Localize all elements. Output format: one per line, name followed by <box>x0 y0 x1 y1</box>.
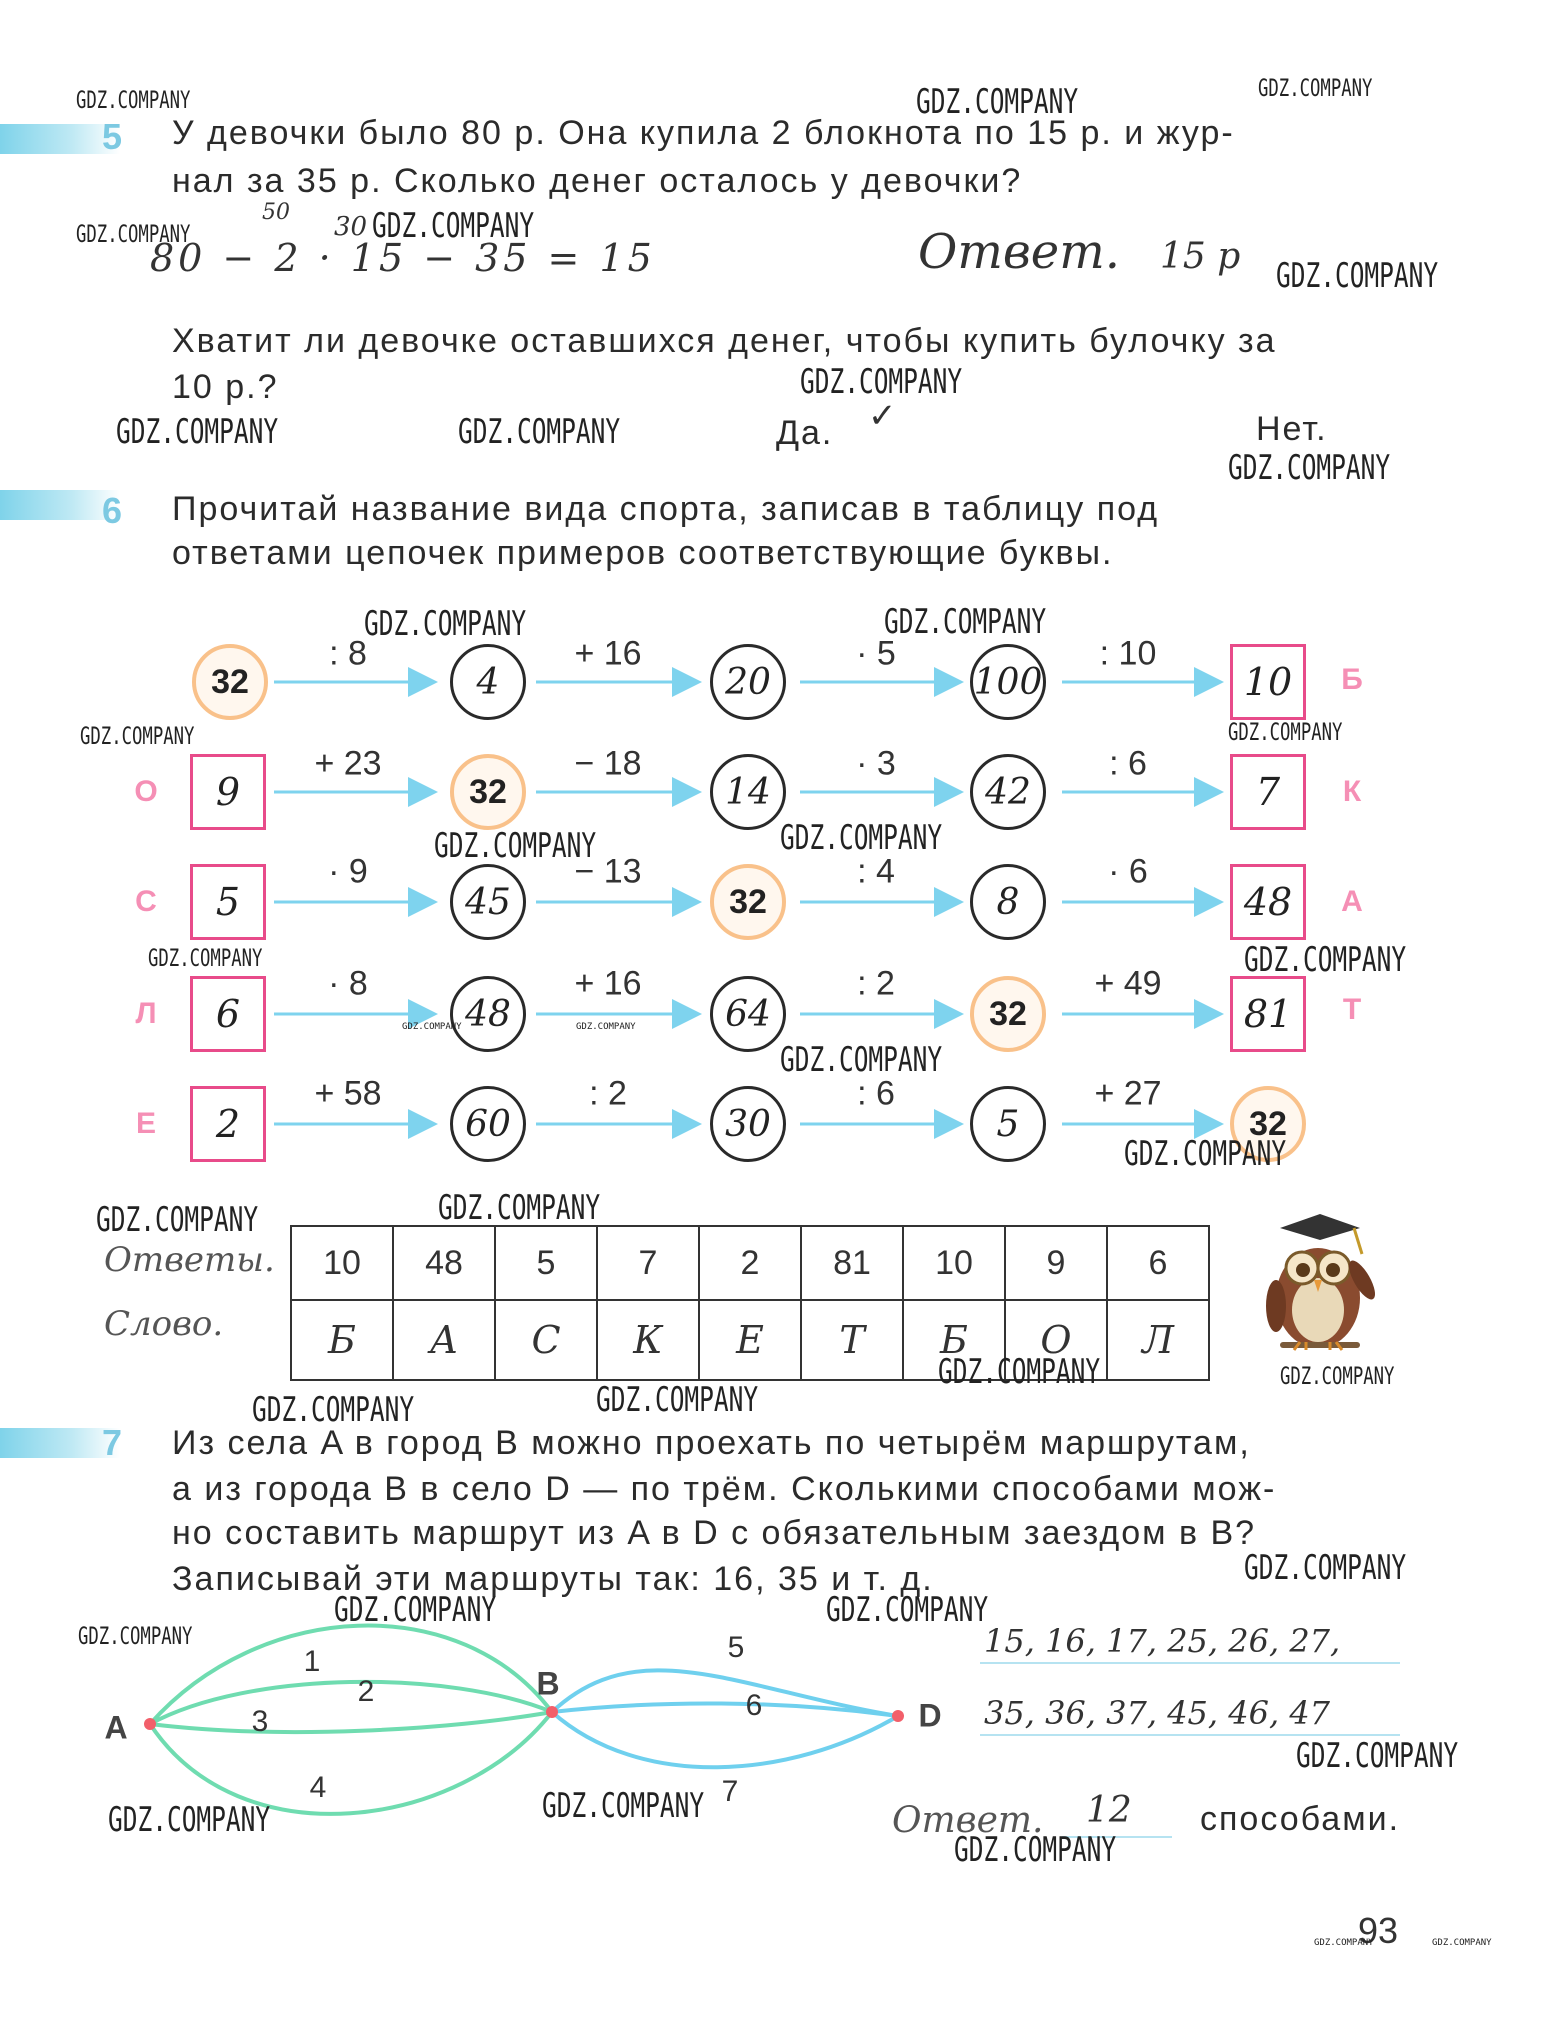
chain-3-op-3: : 4 <box>857 852 895 891</box>
letter-cell: Л <box>1107 1300 1209 1380</box>
watermark: GDZ.COMPANY <box>1432 1938 1492 1948</box>
watermark: GDZ.COMPANY <box>334 1590 497 1630</box>
letter-cell: Б <box>903 1300 1005 1380</box>
route-label-2: 2 <box>357 1675 375 1708</box>
answer-cell: 10 <box>903 1226 1005 1300</box>
chain-4-value-1: 48 <box>450 976 526 1052</box>
task-7-text-line-3: но составить маршрут из A в D с обязательным заездом в B? <box>172 1514 1257 1552</box>
chain-3-op-1: · 9 <box>328 852 368 891</box>
watermark: GDZ.COMPANY <box>438 1188 601 1228</box>
chain-5-start: 2 <box>190 1086 266 1162</box>
answer-cell: 10 <box>291 1226 393 1300</box>
point-b-dot <box>546 1706 558 1718</box>
chain-3-start-letter: С <box>135 885 157 918</box>
task-7-answer-suffix: способами. <box>1200 1800 1401 1838</box>
chain-4-start-letter: Л <box>135 997 157 1030</box>
chain-5-end: 32 <box>1230 1086 1306 1162</box>
chain-1-value-2: 20 <box>710 644 786 720</box>
chain-2-end: 7 <box>1230 754 1306 830</box>
chain-3-op-2: − 13 <box>574 852 642 891</box>
route-label-5: 5 <box>727 1631 745 1664</box>
chain-2-op-3: · 3 <box>856 744 896 783</box>
task-7-answer-label: Ответ. <box>892 1800 1044 1841</box>
task-5-note-30: 30 <box>334 212 368 242</box>
word-label: Слово. <box>104 1304 224 1344</box>
watermark: GDZ.COMPANY <box>80 722 195 750</box>
watermark: GDZ.COMPANY <box>954 1830 1117 1870</box>
watermark: GDZ.COMPANY <box>1280 1362 1395 1390</box>
point-d-label: D <box>918 1697 942 1734</box>
chain-4-op-1: · 8 <box>328 964 368 1003</box>
route-ab-1 <box>150 1626 552 1724</box>
watermark: GDZ.COMPANY <box>108 1800 271 1840</box>
task-7-number: 7 <box>102 1422 123 1463</box>
chain-1-start: 32 <box>192 644 268 720</box>
chain-3-end: 48 <box>1230 864 1306 940</box>
task-5-solution: 80 − 2 · 15 − 35 = 15 <box>150 236 656 280</box>
letter-cell: Е <box>699 1300 801 1380</box>
watermark: GDZ.COMPANY <box>1258 74 1373 102</box>
task-5-no-option: Нет. <box>1256 410 1328 448</box>
chain-2-op-1: + 23 <box>314 744 382 783</box>
chain-5-value-3: 5 <box>970 1086 1046 1162</box>
watermark: GDZ.COMPANY <box>1244 940 1407 980</box>
watermark: GDZ.COMPANY <box>780 1040 943 1080</box>
written-routes-line-1: 15, 16, 17, 25, 26, 27, <box>984 1622 1341 1660</box>
chain-4-op-2: + 16 <box>574 964 642 1003</box>
watermark: GDZ.COMPANY <box>458 412 621 452</box>
chain-1-op-3: · 5 <box>856 634 896 673</box>
task-7-answer-value: 12 <box>1086 1790 1132 1831</box>
task-6-text-line-1: Прочитай название вида спорта, записав в таблицу под <box>172 490 1160 528</box>
chain-5-value-1: 60 <box>450 1086 526 1162</box>
chain-5-op-4: + 27 <box>1094 1074 1162 1113</box>
watermark: GDZ.COMPANY <box>1244 1548 1407 1588</box>
watermark: GDZ.COMPANY <box>596 1380 759 1420</box>
answer-cell: 7 <box>597 1226 699 1300</box>
route-label-6: 6 <box>745 1689 763 1722</box>
chain-1-end-letter: Б <box>1341 663 1363 696</box>
watermark: GDZ.COMPANY <box>148 944 263 972</box>
chain-4-end-letter: Т <box>1342 993 1362 1026</box>
watermark: GDZ.COMPANY <box>96 1200 259 1240</box>
task-5-answer-label: Ответ. <box>918 224 1120 280</box>
chain-4-end: 81 <box>1230 976 1306 1052</box>
watermark: GDZ.COMPANY <box>800 362 963 402</box>
task-5-note-50: 50 <box>262 200 290 225</box>
answer-cell: 5 <box>495 1226 597 1300</box>
answer-cell: 48 <box>393 1226 495 1300</box>
chain-2-op-2: − 18 <box>574 744 642 783</box>
chain-3-value-1: 45 <box>450 864 526 940</box>
chain-5-value-2: 30 <box>710 1086 786 1162</box>
route-bd-7 <box>552 1712 898 1767</box>
chain-3-value-3: 8 <box>970 864 1046 940</box>
chain-2-op-4: : 6 <box>1109 744 1147 783</box>
answer-cell: 9 <box>1005 1226 1107 1300</box>
route-ab-3 <box>150 1712 552 1732</box>
letter-cell: С <box>495 1300 597 1380</box>
route-ab-2 <box>150 1682 552 1724</box>
task-7-text-line-2: а из города B в село D — по трём. Сколькими способами мож- <box>172 1470 1277 1508</box>
answer-cell: 81 <box>801 1226 903 1300</box>
chain-4-op-4: + 49 <box>1094 964 1162 1003</box>
chain-1-op-1: : 8 <box>329 634 367 673</box>
watermark: GDZ.COMPANY <box>76 86 191 114</box>
letter-cell: Б <box>291 1300 393 1380</box>
point-d-dot <box>892 1710 904 1722</box>
answers-label: Ответы. <box>104 1240 275 1280</box>
task-7-text-line-1: Из села A в город B можно проехать по четырём маршрутам, <box>172 1424 1251 1462</box>
route-ab-4 <box>150 1712 552 1814</box>
chain-4-start: 6 <box>190 976 266 1052</box>
written-routes-line-2: 35, 36, 37, 45, 46, 47 <box>984 1694 1331 1732</box>
chain-1-op-2: + 16 <box>574 634 642 673</box>
chain-1-op-4: : 10 <box>1099 634 1157 673</box>
watermark: GDZ.COMPANY <box>116 412 279 452</box>
watermark: GDZ.COMPANY <box>1228 718 1343 746</box>
chain-2-value-2: 14 <box>710 754 786 830</box>
page-number: 93 <box>1358 1910 1399 1951</box>
route-label-4: 4 <box>309 1771 327 1804</box>
task-7-text-line-4: Записывай эти маршруты так: 16, 35 и т. д. <box>172 1560 934 1598</box>
watermark: GDZ.COMPANY <box>1124 1134 1287 1174</box>
letter-cell: Т <box>801 1300 903 1380</box>
task-5-yes-option: Да. <box>776 414 834 452</box>
watermark: GDZ.COMPANY <box>76 220 191 248</box>
point-a-label: A <box>104 1709 128 1746</box>
chain-1-value-1: 4 <box>450 644 526 720</box>
route-label-3: 3 <box>251 1705 269 1738</box>
task-5-text-line-1: У девочки было 80 р. Она купила 2 блокнота по 15 р. и жур- <box>172 114 1235 152</box>
watermark: GDZ.COMPANY <box>884 602 1047 642</box>
chain-3-value-2: 32 <box>710 864 786 940</box>
point-a-dot <box>144 1718 156 1730</box>
check-mark-icon: ✓ <box>868 396 897 436</box>
task-5-answer-value: 15 р <box>1160 236 1241 277</box>
watermark: GDZ.COMPANY <box>1296 1736 1459 1776</box>
chain-2-start: 9 <box>190 754 266 830</box>
letter-cell: К <box>597 1300 699 1380</box>
chain-2-start-letter: О <box>134 775 158 808</box>
writing-line-1 <box>980 1662 1400 1664</box>
chain-1-end: 10 <box>1230 644 1306 720</box>
watermark: GDZ.COMPANY <box>1228 448 1391 488</box>
chain-5-op-1: + 58 <box>314 1074 382 1113</box>
watermark: GDZ.COMPANY <box>372 206 535 246</box>
chain-3-op-4: · 6 <box>1108 852 1148 891</box>
task-5-question-2-line-2: 10 р.? <box>172 368 279 406</box>
chain-3-start: 5 <box>190 864 266 940</box>
letter-cell: О <box>1005 1300 1107 1380</box>
chain-5-op-3: : 6 <box>857 1074 895 1113</box>
chain-5-op-2: : 2 <box>589 1074 627 1113</box>
task-6-text-line-2: ответами цепочек примеров соответствующие буквы. <box>172 534 1114 572</box>
watermark: GDZ.COMPANY <box>402 1022 462 1032</box>
task-5-text-line-2: нал за 35 р. Сколько денег осталось у девочки? <box>172 162 1023 200</box>
point-b-label: B <box>536 1665 560 1702</box>
watermark: GDZ.COMPANY <box>78 1622 193 1650</box>
route-label-7: 7 <box>721 1775 739 1808</box>
chain-4-value-3: 32 <box>970 976 1046 1052</box>
task-6-number: 6 <box>102 490 123 531</box>
watermark: GDZ.COMPANY <box>252 1390 415 1430</box>
letter-cell: А <box>393 1300 495 1380</box>
watermark: GDZ.COMPANY <box>916 82 1079 122</box>
watermark: GDZ.COMPANY <box>938 1352 1101 1392</box>
chain-4-op-3: : 2 <box>857 964 895 1003</box>
watermark: GDZ.COMPANY <box>780 818 943 858</box>
watermark: GDZ.COMPANY <box>576 1022 636 1032</box>
answer-cell: 2 <box>699 1226 801 1300</box>
task-5-number: 5 <box>102 116 123 157</box>
watermark: GDZ.COMPANY <box>364 604 527 644</box>
chain-2-value-3: 42 <box>970 754 1046 830</box>
answer-cell: 6 <box>1107 1226 1209 1300</box>
task-5-question-2-line-1: Хватит ли девочке оставшихся денег, чтобы купить булочку за <box>172 322 1277 360</box>
chain-4-value-2: 64 <box>710 976 786 1052</box>
route-label-1: 1 <box>303 1645 321 1678</box>
chain-2-value-1: 32 <box>450 754 526 830</box>
watermark: GDZ.COMPANY <box>434 826 597 866</box>
watermark: GDZ.COMPANY <box>1276 256 1439 296</box>
watermark: GDZ.COMPANY <box>826 1590 989 1630</box>
chain-5-start-letter: Е <box>135 1107 157 1140</box>
chain-3-end-letter: А <box>1341 885 1363 918</box>
watermark: GDZ.COMPANY <box>542 1786 705 1826</box>
chain-1-value-3: 100 <box>970 644 1046 720</box>
chain-2-end-letter: К <box>1342 775 1362 808</box>
watermark: GDZ.COMPANY <box>1314 1938 1374 1948</box>
